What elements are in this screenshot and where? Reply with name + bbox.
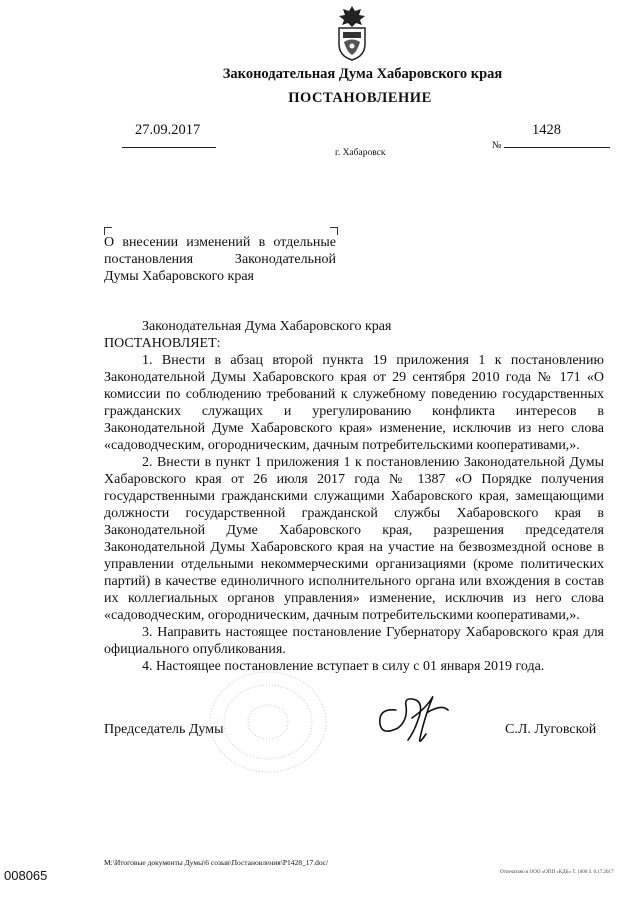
document-type: ПОСТАНОВЛЕНИЕ [288,90,432,106]
body-paragraph: 2. Внести в пункт 1 приложения 1 к постановлению Законодательной Думы Хабаровского края от 26 июля 2017 года № 1387 «О Порядке получения государственными гражданскими служащими Хабаровского края, замещающими должности государственной гражданской службы Хабаровского края в Законодательной Думе Хабаровского края, разрешения председателя Законодательной Думы Хабаровского края на участие на безвозмездной основе в управлении отдельными некоммерческими организациями (кроме политических партий) в качестве единоличного исполнительного органа или вхождения в состав их коллегиальных органов управления» изменение, исключив из него слова «садоводческим, огородническим, дачным потребительскими кооперативами,». [104,455,604,623]
document-subject [104,234,336,285]
faded-seal-stamp [190,660,340,780]
coat-of-arms-icon [335,4,369,62]
document-body [104,318,604,675]
body-paragraph: 3. Направить настоящее постановление Губернатору Хабаровского края для официального опубликования. [104,625,604,657]
body-paragraph: 1. Внести в абзац второй пункта 19 приложения 1 к постановлению Законодательной Думы Хабаровского края от 29 сентября 2010 года № 171 «О комиссии по соблюдению требований к служебному поведению государственных гражданских служащих и урегулированию конфликта интересов в Законодательной Думе Хабаровского края» изменение, исключив из него слова «садоводческим, огородническим, дачным потребительскими кооперативами,». [104,353,604,453]
document-number: 1428 [532,122,561,138]
print-note: Отпечатано в ООО «ОПП «КДБ» Т. 1000 З. 0.17.2017 [500,870,614,875]
date-underline [122,147,216,148]
number-label: № [492,140,502,151]
subject-line: О внесении изменений в отдельные [104,235,336,250]
subject-line: Думы Хабаровского края [104,269,254,284]
number-underline [504,147,610,148]
file-path: М:\Итоговые документы Думы\6 созыв\Постановления\P1428_17.doc/ [104,858,329,867]
signatory-title: Председатель Думы [104,722,224,737]
registration-number: 008065 [4,868,48,883]
signatory-name: С.Л. Луговской [505,722,597,737]
handwritten-signature [368,690,458,750]
document-city: г. Хабаровск [335,148,386,158]
document-date: 27.09.2017 [135,122,201,138]
body-paragraph: 4. Настоящее постановление вступает в силу с 01 января 2019 года. [142,659,545,674]
body-resolves: ПОСТАНОВЛЯЕТ: [104,336,221,351]
organization-name: Законодательная Дума Хабаровского края [222,66,503,82]
subject-line: постановления Законодательной [104,252,336,267]
body-intro: Законодательная Дума Хабаровского края [142,319,392,334]
